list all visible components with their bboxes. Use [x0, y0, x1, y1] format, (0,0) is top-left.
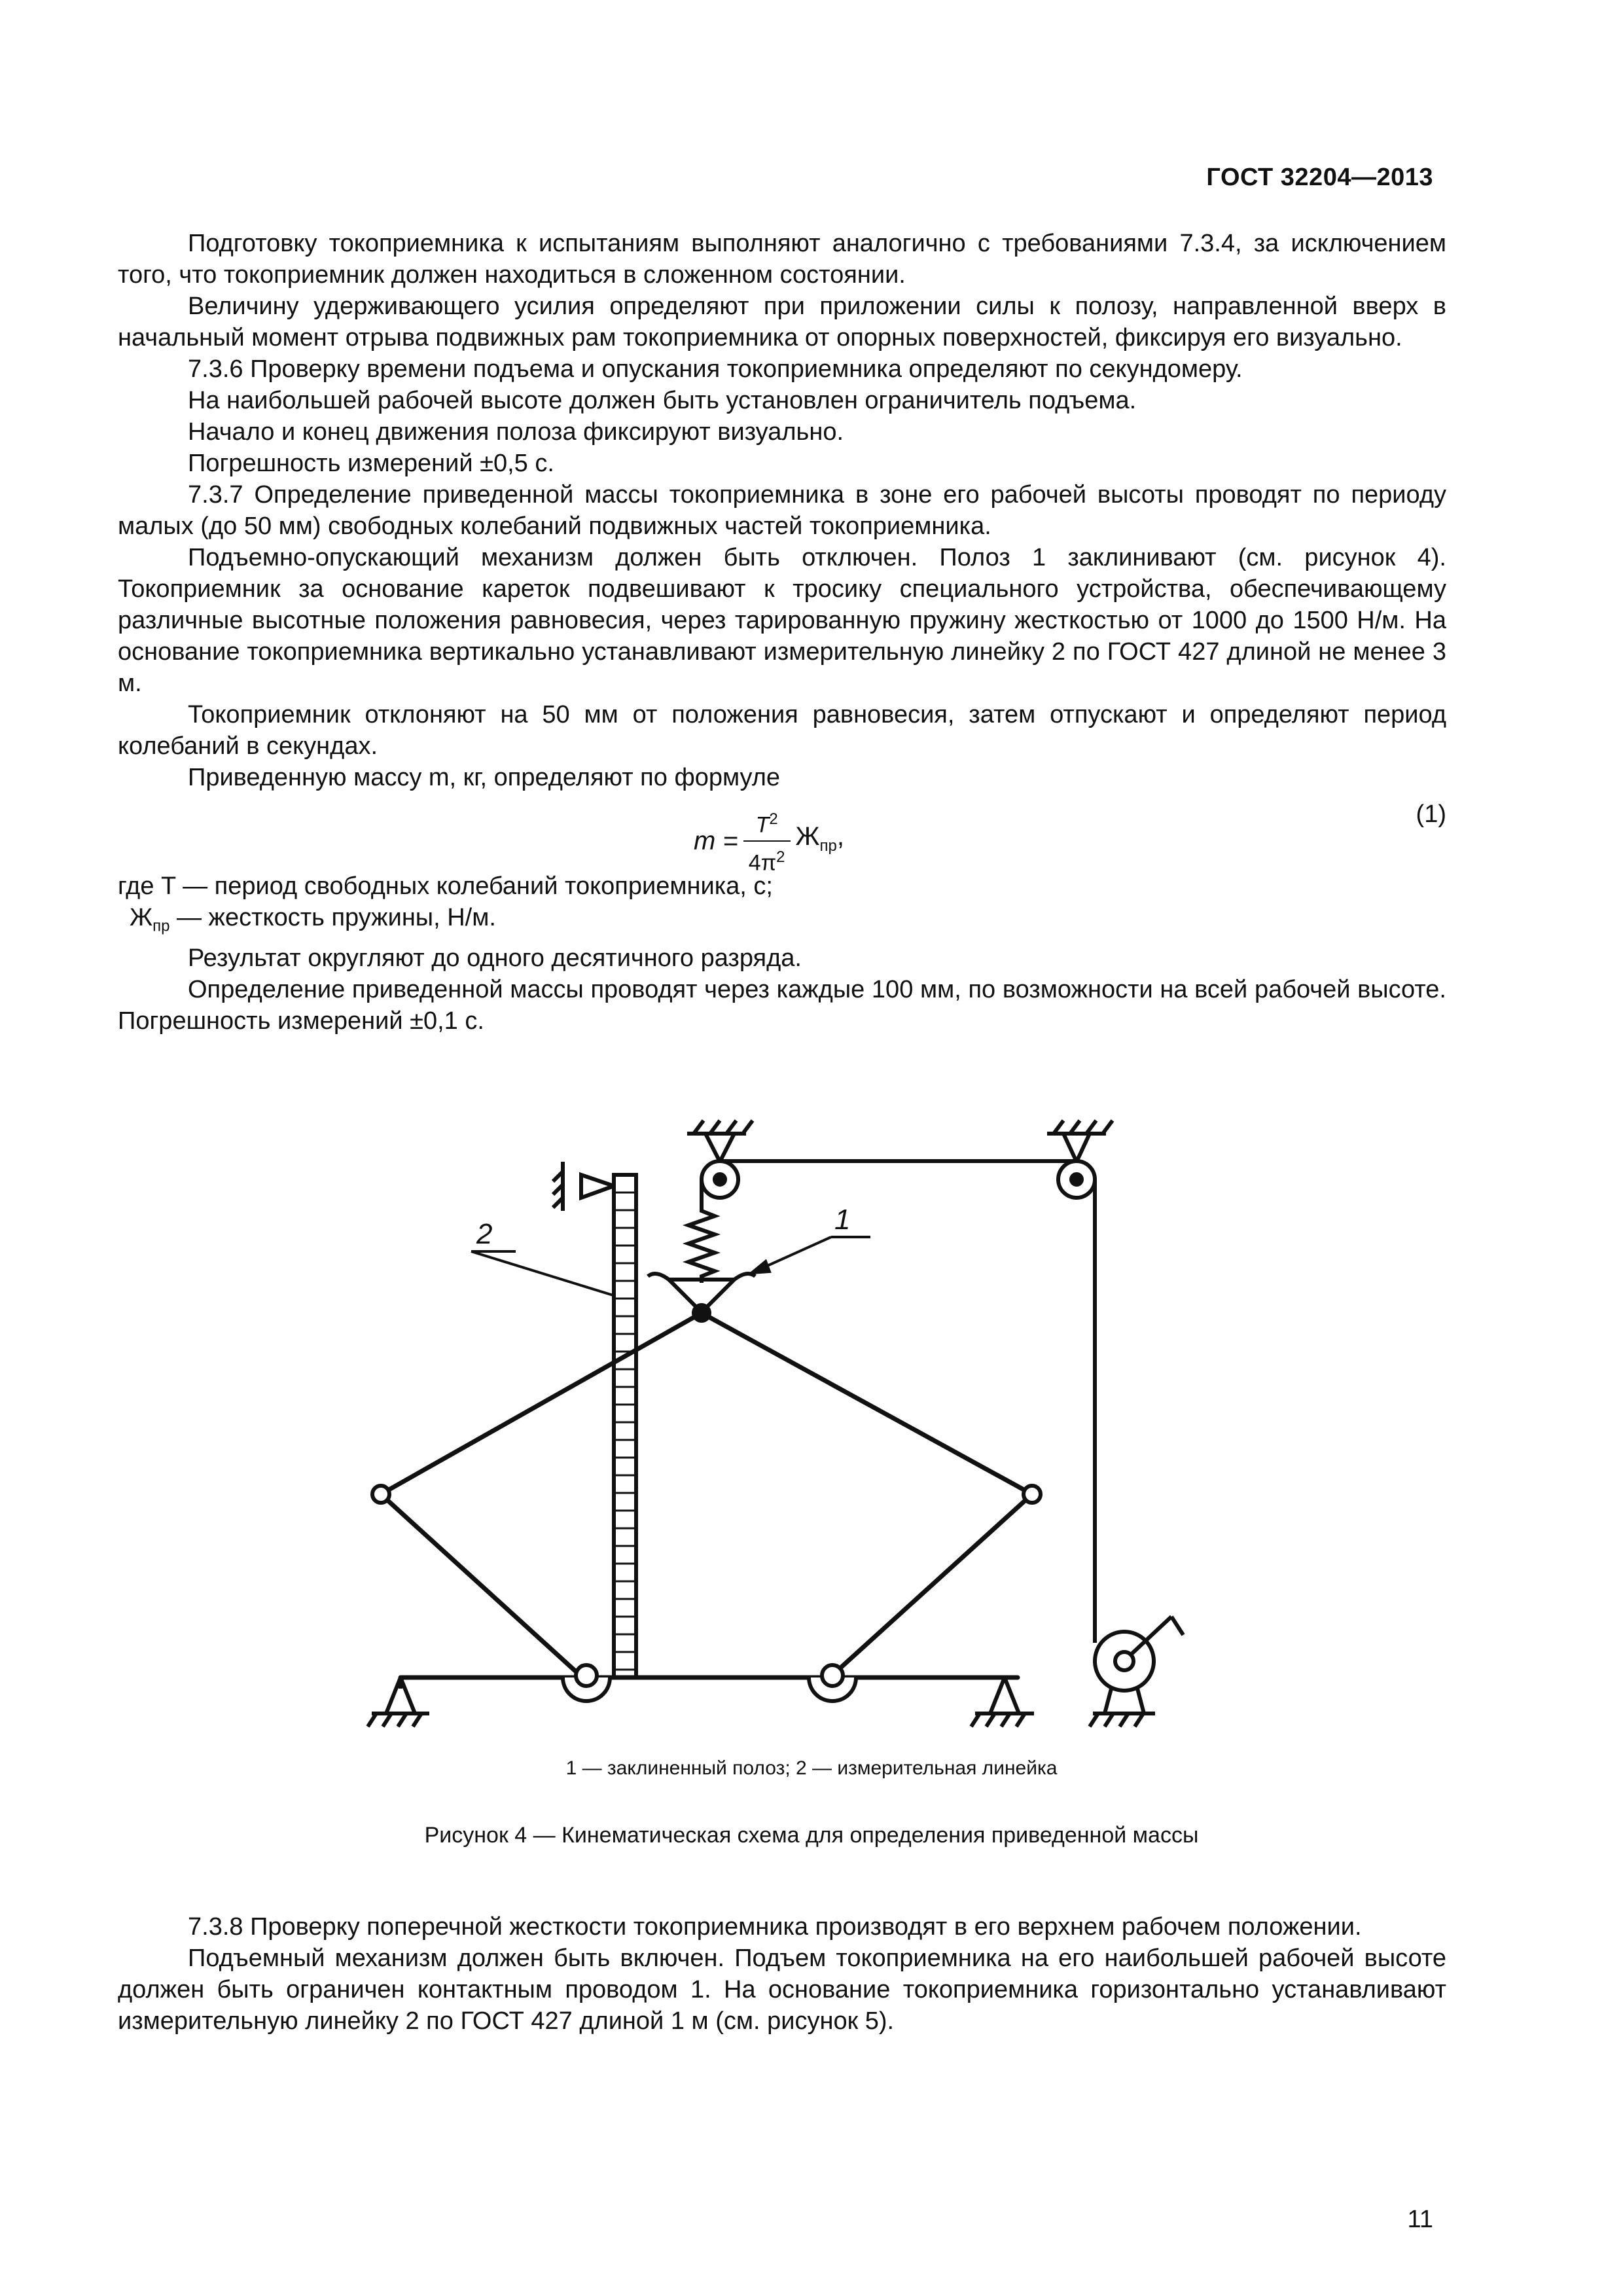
measuring-ruler: [614, 1175, 636, 1677]
figure-label-2: 2: [476, 1218, 493, 1250]
right-elbow-joint: [1024, 1486, 1041, 1503]
left-pulley: [687, 1134, 746, 1198]
pantograph-head: [648, 1274, 755, 1321]
left-support: [368, 1677, 429, 1727]
paragraph: Определение приведенной массы проводят через каждые 100 мм, по возможности на всей рабочей высоте. Погрешность измерений ±0,1 с.: [118, 975, 1446, 1035]
leader-2: [471, 1251, 615, 1296]
upper-left-arm: [381, 1313, 702, 1494]
formula-expression: [694, 804, 844, 879]
paragraph: Подъемный механизм должен быть включен. Подъем токоприемника на его наибольшей рабочей высоте должен быть ограничен контактным проводом 1. На основание токоприемника горизонтально устанавливают измерительную линейку 2 по ГОСТ 427 длиной 1 м (см. рисунок 5).: [118, 1945, 1446, 2035]
figure-4-kinematic-scheme: [0, 1106, 1623, 1761]
paragraph: 7.3.8 Проверку поперечной жесткости токоприемника производят в его верхнем рабочем положении.: [188, 1913, 1362, 1941]
paragraph: Подготовку токоприемника к испытаниям выполняют аналогично с требованиями 7.3.4, за исключением того, что токоприемник должен находиться в сложенном состоянии.: [118, 230, 1446, 289]
paragraph: 7.3.6 Проверку времени подъема и опускания токоприемника определяют по секундомеру.: [188, 355, 1243, 383]
page-number: 11: [1407, 2206, 1433, 2233]
lower-right-arm: [830, 1494, 1032, 1677]
formula-denominator: $4\pi^2$: [743, 840, 791, 878]
paragraph: 7.3.7 Определение приведенной массы токоприемника в зоне его рабочей высоты проводят по периоду малых (до 50 мм) свободных колебаний подвижных частей токоприемника.: [118, 481, 1446, 540]
paragraph: На наибольшей рабочей высоте должен быть установлен ограничитель подъема.: [188, 387, 1137, 414]
formula-number: (1): [1416, 800, 1446, 828]
left-base-joint: [563, 1665, 610, 1701]
right-pulley: [1047, 1134, 1106, 1198]
upper-right-arm: [702, 1313, 1032, 1494]
formula-numerator: $T^2$: [755, 810, 778, 838]
figure-caption: Рисунок 4 — Кинематическая схема для определения приведенной массы: [424, 1823, 1199, 1848]
paragraph: Результат округляют до одного десятичного разряда.: [188, 944, 802, 972]
figure-label-1: 1: [834, 1204, 851, 1236]
body-text-bottom: [118, 1911, 1446, 2037]
paragraph: Начало и конец движения полоза фиксируют визуально.: [188, 418, 844, 446]
winch: [1090, 1617, 1183, 1727]
paragraph: Погрешность измерений ±0,5 с.: [188, 450, 554, 477]
paragraph: Подъемно-опускающий механизм должен быть отключен. Полоз 1 заклинивают (см. рисунок 4). Токоприемник за основание кареток подвешивают к тросику специального устройства, обеспечивающему различные высотные положения равновесия, через тарированную пружину жесткостью от 1000 до 1500 Н/м. На основание токоприемника вертикально устанавливают измерительную линейку 2 по ГОСТ 427 длиной не менее 3 м.: [118, 544, 1446, 697]
where-line-1: где T — период свободных колебаний токоприемника, с;: [118, 872, 773, 900]
formula-factor: $Ж_{пр}$,: [795, 821, 844, 855]
figure-legend: 1 — заклиненный полоз; 2 — измерительная линейка: [565, 1757, 1058, 1779]
spring: [688, 1198, 715, 1283]
formula-fraction: [743, 804, 791, 879]
where-line-2: $Ж_{пр}$ — жесткость пружины, Н/м.: [130, 904, 496, 935]
center-base-joint: [809, 1665, 856, 1701]
document-header: ГОСТ 32204—2013: [1206, 164, 1433, 191]
lower-left-arm: [381, 1494, 582, 1677]
paragraph: Токоприемник отклоняют на 50 мм от положения равновесия, затем отпускают и определяют период колебаний в секундах.: [118, 701, 1446, 760]
paragraph: Приведенную массу m, кг, определяют по формуле: [188, 764, 781, 791]
paragraph: Величину удерживающего усилия определяют при приложении силы к полозу, направленной вверх в начальный момент отрыва подвижных рам токоприемника от опорных поверхностей, фиксируя его визуально.: [118, 293, 1446, 351]
formula-1: [118, 798, 1446, 876]
right-support: [971, 1677, 1034, 1727]
formula-lhs: m =: [694, 827, 738, 856]
body-text-top: [118, 228, 1446, 1037]
left-elbow-joint: [372, 1486, 389, 1503]
ruler-top-support: [553, 1162, 614, 1211]
